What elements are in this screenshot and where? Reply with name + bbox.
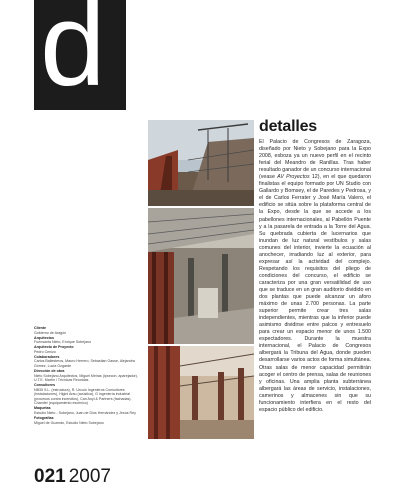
credit-architects: Arquitectos Fuensanta Nieto, Enrique Sobejano xyxy=(34,335,91,345)
issue-label xyxy=(34,466,111,488)
credit-consultants: Consultores NB35 S.L. (estructura), R. Urculo Ingenieros Consultores (instalaciones), Higini Arau (acústica), G ingeniería industrial (procesos contra incendios), Can Anyi & Partners (fachadas), Chamfer (equipamiento escénico) xyxy=(34,383,132,406)
credit-project-architect: Arquitecto de Proyecto Pedro Cenizo xyxy=(34,345,74,354)
photo-steel-structure-construction xyxy=(148,120,254,206)
article-body xyxy=(259,139,371,414)
section-title: detalles xyxy=(259,118,317,135)
photo-interior-structure xyxy=(148,208,254,344)
article-body-part-1: El Palacio de Congresos de Zaragoza, diseñado por Nieto y Sobejano para la Expo 2008, esboza ya un nuevo perfil en el recinto ferial del Meandro de Ranillas. Tras haber resultado ganador de un concurso internacional (vease xyxy=(259,139,371,181)
photo-building-exterior xyxy=(148,346,254,439)
credit-collaborators: Colaboradores Carlos Ballesteros, Mauro Herrero, Sebastian Gasse, Alejandra Gómez, Lucía Ozgarde xyxy=(34,354,135,368)
issue-number: 021 xyxy=(34,466,66,487)
section-initial-block xyxy=(34,0,126,110)
issue-year: 2007 xyxy=(68,466,111,487)
credit-client: Cliente Gobierno de Aragón xyxy=(34,326,67,335)
section-initial-letter: d xyxy=(40,0,106,110)
credit-models: Maquetas Estudio Nieto - Sobejano, Juan de Dios Hernández y Jesús Rey xyxy=(34,406,136,416)
credit-photographs: Fotografías Miguel de Guzmán, Estudio Nieto Sobejano xyxy=(34,416,104,425)
article-body-part-2: 12), en el que quedaron finalistas el equipo formado por UN Studio con Gallardo y Bomsey, el de Paredes y Pedrosa, y el de Carlos Ferrater y José María Valero, el edificio se sitúa sobre la plataforma central de la Expo, desde la que se accede a los pabellones internacionales, al Pabellón Puente y a la pasarela de entrada a la Torre del Agua. Su quebrada cubierta de lucernarios que inundan de luz natural vestíbulos y salas comunes del interior, invierte la ecuación al anochecer, irradiando luz al exterior, para expresar así la actividad del complejo. Respetando los requisitos del pliego de condiciones del concurso, el edificio se caracteriza por una gran versatilidad de uso que se traduce en un gran auditorio dividido en dos plantas que puede alcanzar un aforo máximo de unas 2.700 personas. La parte superior permite crear tres salas independientes, mientras que la inferior puede asimismo dividirse entre palcos y entresuelo para crear un espacio menor de unos 1.500 espectadores. Durante la muestra internacional, el Palacio de Congresos albergará la Tribuna del Agua, donde pueden desarrollarse varios actos de forma simultánea. Otras salas de menor capacidad permitirán acoger el centro de prensa, salas de reuniones y oficinas. Una amplia planta subterránea albergará las áreas de servicio, instalaciones, camerinos y almacenes sin que su funcionamiento interfiera en el resto del espacio público del edificio. xyxy=(259,174,372,413)
credit-site-direction: Dirección de obra Nieto Sobejano Arquitectos, Miguel Meiras (Ipsecon, aparejador), U.T.E. Martín / Técnicas Reunidas xyxy=(34,368,138,383)
project-credits xyxy=(34,326,142,426)
article-body-emphasis: AV Proyectos xyxy=(277,174,310,181)
